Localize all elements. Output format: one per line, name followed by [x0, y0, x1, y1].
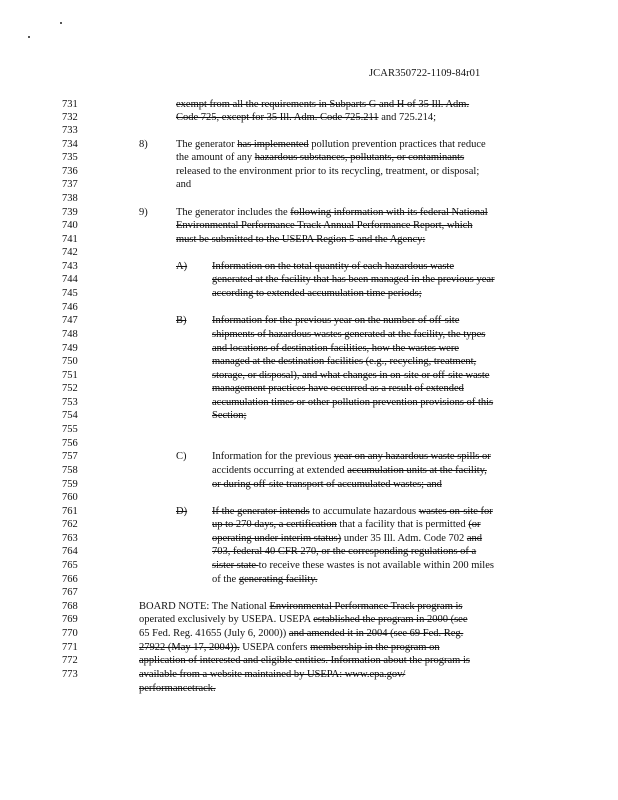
- line-number: 758: [62, 465, 78, 476]
- text-line: [176, 206, 488, 219]
- text-line: [176, 219, 473, 232]
- line-number: 732: [62, 112, 78, 123]
- board-note-line: [139, 682, 216, 695]
- deleted-text: following information with its federal National: [290, 207, 488, 218]
- line-number: 767: [62, 587, 78, 598]
- text: operated exclusively by USEPA. USEPA: [139, 614, 314, 625]
- text-line: [212, 464, 487, 477]
- line-number: 735: [62, 152, 78, 163]
- text-line: [176, 98, 469, 111]
- line-number: 773: [62, 669, 78, 680]
- text: The generator: [176, 139, 238, 150]
- text: under 35 Ill. Adm. Code 702: [341, 533, 467, 544]
- deleted-text: must be submitted to the USEPA Region 5 and the Agency:: [176, 234, 426, 245]
- line-number: 742: [62, 247, 78, 258]
- board-note-line: [139, 641, 440, 654]
- deleted-text: generated at the facility that has been managed in the previous year: [212, 274, 495, 285]
- deleted-text: Information on the total quantity of each hazardous waste: [212, 261, 455, 272]
- text-line: [212, 505, 493, 518]
- text-line: [212, 369, 489, 382]
- line-number: 731: [62, 99, 78, 110]
- deleted-text: If the generator intends: [212, 506, 310, 517]
- board-note-line: [139, 600, 463, 613]
- deleted-text: storage, or disposal), and what changes in on-site or off-site waste: [212, 370, 490, 381]
- line-number: 759: [62, 479, 78, 490]
- deleted-text: according to extended accumulation: [212, 288, 364, 299]
- line-number: 760: [62, 492, 78, 503]
- text-line: [176, 111, 436, 124]
- deleted-text: and locations of destination facilities, how the wastes were: [212, 343, 459, 354]
- deleted-text: (or: [468, 519, 481, 530]
- line-number: 761: [62, 506, 78, 517]
- text-line: [212, 382, 464, 395]
- deleted-text: accumulation times or other pollution prevention provisions of this: [212, 397, 494, 408]
- deleted-text: generating facility.: [238, 574, 318, 585]
- line-number: 748: [62, 329, 78, 340]
- text: and 725.214;: [378, 112, 437, 123]
- text: BOARD NOTE: The National: [139, 601, 270, 612]
- deleted-text: and amended it in 2004 (see 69 Fed. Reg.: [288, 628, 464, 639]
- line-number: 764: [62, 546, 78, 557]
- deleted-text: accumulation units at the facility,: [347, 465, 487, 476]
- text-line: [176, 151, 464, 164]
- text: to accumulate hazardous: [309, 506, 419, 517]
- text-line: [212, 273, 495, 286]
- deleted-text: year on any hazardous waste spills or: [333, 451, 491, 462]
- deleted-text: established the program in 2000 (see: [313, 614, 468, 625]
- line-number: 754: [62, 410, 78, 421]
- deleted-text: Section;: [212, 410, 247, 421]
- line-number: 733: [62, 125, 78, 136]
- text-line: [212, 518, 481, 531]
- deleted-text: 27922 (May 17, 2004)).: [139, 642, 240, 653]
- scan-speck: [60, 22, 62, 24]
- line-number: 769: [62, 614, 78, 625]
- line-number: 766: [62, 574, 78, 585]
- text-line: [212, 478, 442, 491]
- line-number: 750: [62, 356, 78, 367]
- line-number: 762: [62, 519, 78, 530]
- deleted-text: managed at the destination facilities (e.g., recycling, treatment,: [212, 356, 477, 367]
- deleted-text: shipments of hazardous wastes generated at the facility, the types: [212, 329, 486, 340]
- line-number: 755: [62, 424, 78, 435]
- text: that a facility that is permitted: [336, 519, 469, 530]
- text-line: [212, 355, 476, 368]
- deleted-text: wastes on-site for: [418, 506, 493, 517]
- line-number: 739: [62, 207, 78, 218]
- deleted-text: Environmental Performance Track program is: [269, 601, 463, 612]
- deleted-text: or during off-site transport of accumulated wastes; and: [212, 479, 442, 490]
- deleted-text: Code 725, except for 35 Ill. Adm. Code 725.211: [176, 112, 379, 123]
- board-note-line: [139, 613, 467, 626]
- line-number: 736: [62, 166, 78, 177]
- line-number: 745: [62, 288, 78, 299]
- subitem-label: D): [176, 506, 188, 517]
- line-number: 749: [62, 343, 78, 354]
- line-number: 741: [62, 234, 78, 245]
- text-line: [212, 409, 246, 422]
- text-line: [212, 545, 476, 558]
- text: to receive these wastes is not available within 200 miles: [258, 560, 494, 571]
- deleted-text: management practices have occurred as a result of extended: [212, 383, 464, 394]
- line-number: 756: [62, 438, 78, 449]
- line-number: 743: [62, 261, 78, 272]
- deleted-text: Information for the previous year on the number of off-site: [212, 315, 460, 326]
- text: of the: [212, 574, 239, 585]
- subitem-label: A): [176, 261, 188, 272]
- deleted-text: sister state: [212, 560, 259, 571]
- text: accidents occurring at extended: [212, 465, 348, 476]
- deleted-text: application of interested and eligible entities. Information about the program is: [139, 655, 470, 666]
- line-number: 757: [62, 451, 78, 462]
- deleted-text: Environmental Performance Track Annual Performance Report, which: [176, 220, 473, 231]
- deleted-text: operating under interim status): [212, 533, 342, 544]
- deleted-text: and: [466, 533, 483, 544]
- text-line: [212, 396, 493, 409]
- line-number: 753: [62, 397, 78, 408]
- deleted-text: has implemented: [237, 139, 309, 150]
- text: The generator includes the: [176, 207, 291, 218]
- line-number: 734: [62, 139, 78, 150]
- text-line: and: [176, 179, 192, 190]
- deleted-text: time periods;: [363, 288, 422, 299]
- board-note-line: [139, 627, 463, 640]
- line-number: 772: [62, 655, 78, 666]
- text: the amount of any: [176, 152, 255, 163]
- deleted-text: exempt from all the requirements in Subparts G and H of 35 Ill. Adm.: [176, 99, 470, 110]
- line-number: 751: [62, 370, 78, 381]
- deleted-text: membership in the program on: [310, 642, 440, 653]
- text-line: [176, 138, 486, 151]
- text-line: [212, 260, 454, 273]
- board-note-line: [139, 668, 405, 681]
- text-line: [212, 314, 459, 327]
- text-line: [212, 328, 485, 341]
- text-line: [212, 450, 491, 463]
- line-number: 738: [62, 193, 78, 204]
- line-number: 737: [62, 179, 78, 190]
- item-label: 9): [139, 207, 148, 218]
- text-line: [212, 342, 459, 355]
- line-number: 744: [62, 274, 78, 285]
- line-number: 768: [62, 601, 78, 612]
- scan-speck: [28, 36, 30, 38]
- line-number: 740: [62, 220, 78, 231]
- text-line: [212, 532, 482, 545]
- line-number: 752: [62, 383, 78, 394]
- text: 65 Fed. Reg. 41655 (July 6, 2000)): [139, 628, 289, 639]
- text: USEPA confers: [239, 642, 311, 653]
- subitem-label: B): [176, 315, 187, 326]
- line-number: 746: [62, 302, 78, 313]
- line-number: 763: [62, 533, 78, 544]
- deleted-text: 703, federal 40 CFR 270, or the corresponding regulations of a: [212, 546, 477, 557]
- subitem-label: C): [176, 451, 187, 462]
- deleted-text: available from a website maintained by USEPA: www.epa.gov/: [139, 669, 406, 680]
- line-number: 770: [62, 628, 78, 639]
- text-line: [212, 287, 422, 300]
- text-line: released to the environment prior to its recycling, treatment, or disposal;: [176, 166, 480, 177]
- document-id-header: JCAR350722-1109-84r01: [369, 68, 481, 79]
- deleted-text: hazardous substances, pollutants, or contaminants: [254, 152, 465, 163]
- text-line: [212, 573, 317, 586]
- text: pollution prevention practices that reduce: [308, 139, 486, 150]
- deleted-text: performancetrack.: [139, 683, 216, 694]
- deleted-text: up to 270 days, a certification: [212, 519, 337, 530]
- item-label: 8): [139, 139, 148, 150]
- board-note-line: [139, 654, 470, 667]
- line-number: 747: [62, 315, 78, 326]
- text-line: [212, 559, 494, 572]
- line-number: 765: [62, 560, 78, 571]
- text-line: [176, 233, 425, 246]
- text: Information for the previous: [212, 451, 334, 462]
- line-number: 771: [62, 642, 78, 653]
